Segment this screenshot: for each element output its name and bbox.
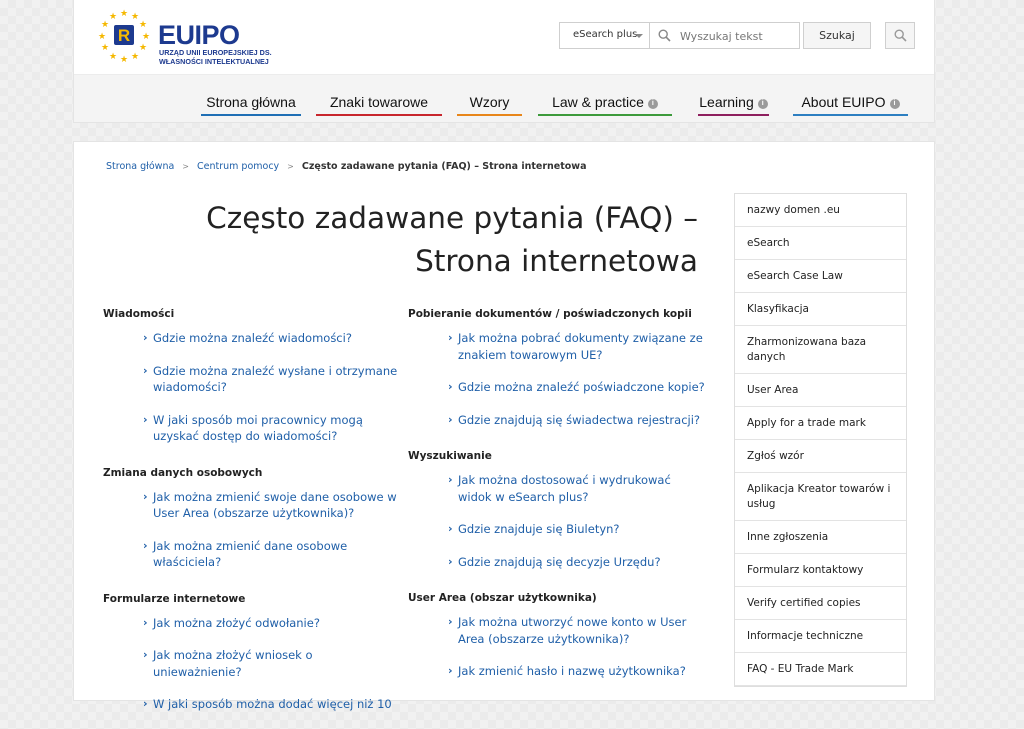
sidebar-item-verify-certified-copies[interactable]: Verify certified copies	[735, 587, 906, 620]
faq-question-link[interactable]	[408, 412, 708, 429]
search-scope-select[interactable]	[559, 22, 650, 49]
info-icon: i	[648, 99, 658, 109]
faq-question-text: Gdzie można znaleźć wysłane i otrzymane wiadomości?	[153, 363, 398, 394]
faq-question-link[interactable]	[408, 330, 708, 363]
faq-column-right	[408, 308, 708, 696]
sidebar-item-technical-information[interactable]: Informacje techniczne	[735, 620, 906, 653]
faq-column-left	[103, 308, 403, 729]
nav-learning-underline	[698, 114, 769, 116]
search-icon	[894, 29, 907, 42]
sidebar-item-contact-form[interactable]: Formularz kontaktowy	[735, 554, 906, 587]
logo-name-ipo: IPO	[194, 20, 240, 50]
eu-stars-emblem-icon	[96, 8, 152, 64]
emblem-letter: R	[117, 26, 131, 45]
nav-trademarks-label: Znaki towarowe	[329, 94, 429, 110]
nav-designs-label: Wzory	[469, 94, 510, 110]
faq-question-text: Gdzie znajduje się Biuletyn?	[458, 522, 620, 536]
euipo-logo[interactable]	[96, 8, 326, 66]
faq-section-title: Pobieranie dokumentów / poświadczonych kopii	[408, 308, 692, 320]
sidebar-item-faq-eu-trade-mark[interactable]: FAQ - EU Trade Mark	[735, 653, 906, 686]
faq-section-title: Wiadomości	[103, 308, 175, 320]
chevron-right-icon: ›	[448, 380, 453, 393]
search-button[interactable]: Szukaj	[803, 22, 871, 49]
search-input[interactable]	[680, 27, 794, 45]
sidebar-quick-links	[734, 193, 907, 687]
nav-about-euipo[interactable]	[793, 94, 908, 116]
faq-question-link[interactable]	[408, 379, 708, 396]
faq-question-text: W jaki sposób można dodać więcej niż 10	[153, 697, 392, 711]
chevron-down-icon	[635, 34, 643, 38]
svg-text:★: ★	[100, 20, 110, 30]
nav-home[interactable]	[201, 94, 301, 116]
search-icon	[658, 29, 671, 42]
nav-trademarks[interactable]	[316, 94, 442, 116]
faq-question-link[interactable]	[103, 615, 403, 632]
svg-text:★: ★	[100, 43, 110, 53]
sidebar-item-apply-trade-mark[interactable]: Apply for a trade mark	[735, 407, 906, 440]
faq-question-text: Gdzie znajdują się świadectwa rejestracji?	[458, 412, 701, 427]
chevron-right-icon: ›	[143, 363, 148, 377]
faq-question-text: Jak można dostosować i wydrukować widok w eSearch plus?	[458, 473, 671, 504]
sidebar-item-esearch-case-law[interactable]: eSearch Case Law	[735, 260, 906, 293]
chevron-right-icon: ›	[448, 473, 453, 486]
faq-question-text: Jak można pobrać dokumenty związane ze znakiem towarowym UE?	[458, 331, 703, 362]
faq-question-text: Gdzie znajdują się decyzje Urzędu?	[458, 554, 661, 569]
faq-section-title: Zmiana danych osobowych	[103, 466, 263, 479]
svg-text:★: ★	[97, 32, 107, 42]
faq-section-title: Formularze internetowe	[103, 592, 246, 605]
logo-name-eu: EU	[158, 20, 195, 50]
faq-question-link[interactable]	[408, 663, 708, 680]
svg-text:★: ★	[108, 12, 118, 22]
chevron-right-icon: ›	[448, 615, 453, 628]
advanced-search-button[interactable]	[885, 22, 915, 49]
faq-question-text: W jaki sposób moi pracownicy mogą uzyskać dostęp do wiadomości?	[153, 412, 363, 443]
chevron-right-icon: >	[182, 162, 189, 171]
faq-question-link[interactable]	[103, 363, 403, 396]
faq-question-link[interactable]	[408, 472, 708, 505]
sidebar-item-user-area[interactable]: User Area	[735, 374, 906, 407]
chevron-right-icon: ›	[448, 522, 453, 535]
faq-section-title: User Area (obszar użytkownika)	[408, 592, 597, 604]
svg-text:★: ★	[130, 12, 140, 22]
faq-question-link[interactable]	[103, 696, 403, 713]
logo-subtitle	[159, 48, 272, 66]
svg-text:★: ★	[138, 20, 148, 30]
faq-question-text: Jak można zmienić swoje dane osobowe w User Area (obszarze użytkownika)?	[153, 489, 397, 520]
nav-home-underline	[201, 114, 301, 116]
faq-question-link[interactable]	[103, 647, 403, 680]
chevron-right-icon: ›	[448, 664, 453, 677]
page-title-line1: Często zadawane pytania (FAQ) –	[206, 201, 698, 235]
faq-question-link[interactable]	[103, 538, 403, 571]
chevron-right-icon: ›	[143, 538, 148, 552]
logo-wordmark	[158, 22, 240, 49]
search-field[interactable]	[650, 22, 800, 49]
breadcrumb-help-centre[interactable]: Centrum pomocy	[196, 161, 280, 172]
info-icon: i	[890, 99, 900, 109]
faq-question-text: Jak można utworzyć nowe konto w User Area (obszarze użytkownika)?	[458, 615, 687, 646]
svg-text:★: ★	[119, 9, 129, 19]
chevron-right-icon: ›	[448, 554, 453, 568]
chevron-right-icon: ›	[143, 331, 148, 344]
faq-question-link[interactable]	[408, 521, 708, 538]
logo-subtitle-line2: WŁASNOŚCI INTELEKTUALNEJ	[159, 57, 269, 66]
page-title	[138, 197, 698, 283]
faq-question-text: Jak można złożyć wniosek o unieważnienie?	[153, 648, 313, 679]
faq-question-text: Gdzie można znaleźć wiadomości?	[153, 331, 352, 345]
nav-learning-label: Learning	[699, 94, 754, 110]
faq-section-title: Wyszukiwanie	[408, 450, 492, 462]
chevron-right-icon: ›	[448, 412, 453, 426]
nav-trademarks-underline	[316, 114, 442, 116]
search-scope-value: eSearch plus	[573, 29, 638, 40]
svg-text:★: ★	[108, 52, 118, 62]
nav-about-euipo-label: About EUIPO	[801, 94, 886, 110]
faq-question-text: Jak zmienić hasło i nazwę użytkownika?	[458, 664, 686, 678]
breadcrumb-current: Często zadawane pytania (FAQ) – Strona internetowa	[301, 161, 587, 172]
faq-question-link[interactable]	[408, 614, 708, 647]
sidebar-item-other-filings[interactable]: Inne zgłoszenia	[735, 521, 906, 554]
faq-question-text: Gdzie można znaleźć poświadczone kopie?	[458, 380, 705, 394]
chevron-right-icon: >	[287, 162, 294, 171]
info-icon: i	[758, 99, 768, 109]
logo-subtitle-line1: URZĄD UNII EUROPEJSKIEJ DS.	[159, 48, 272, 57]
chevron-right-icon: ›	[448, 331, 453, 344]
site-header	[73, 0, 935, 123]
nav-designs[interactable]	[457, 94, 522, 116]
nav-learning[interactable]	[698, 94, 769, 116]
chevron-right-icon: ›	[143, 615, 148, 629]
faq-question-link[interactable]	[103, 412, 403, 445]
svg-text:★: ★	[141, 32, 151, 42]
svg-text:★: ★	[130, 52, 140, 62]
sidebar-item-file-design[interactable]: Zgłoś wzór	[735, 440, 906, 473]
sidebar-item-harmonised-database[interactable]: Zharmonizowana baza danych	[735, 326, 906, 374]
main-navigation	[74, 74, 934, 122]
nav-home-label: Strona główna	[206, 94, 296, 110]
breadcrumb-home[interactable]: Strona główna	[106, 161, 175, 172]
page-title-line2: Strona internetowa	[415, 244, 698, 278]
sidebar-item-esearch[interactable]: eSearch	[735, 227, 906, 260]
faq-question-text: Jak można zmienić dane osobowe właściciela?	[153, 538, 348, 569]
nav-law-practice-label: Law & practice	[552, 94, 644, 110]
sidebar-item-classification[interactable]: Klasyfikacja	[735, 293, 906, 326]
nav-law-practice[interactable]	[538, 94, 672, 116]
breadcrumb	[106, 161, 587, 172]
chevron-right-icon: ›	[143, 648, 148, 661]
nav-designs-underline	[457, 114, 522, 116]
chevron-right-icon: ›	[143, 412, 148, 426]
faq-question-text: Jak można złożyć odwołanie?	[153, 615, 320, 630]
faq-question-link[interactable]	[103, 489, 403, 522]
svg-text:★: ★	[138, 43, 148, 53]
nav-about-euipo-underline	[793, 114, 908, 116]
faq-question-link[interactable]	[103, 330, 403, 347]
sidebar-item-goods-services-builder[interactable]: Aplikacja Kreator towarów i usług	[735, 473, 906, 521]
sidebar-item-eu-domains[interactable]: nazwy domen .eu	[735, 194, 906, 227]
chevron-right-icon: ›	[143, 697, 148, 710]
svg-text:★: ★	[119, 55, 129, 65]
nav-law-practice-underline	[538, 114, 672, 116]
chevron-right-icon: ›	[143, 489, 148, 503]
main-content	[73, 141, 935, 711]
faq-question-link[interactable]	[408, 554, 708, 571]
